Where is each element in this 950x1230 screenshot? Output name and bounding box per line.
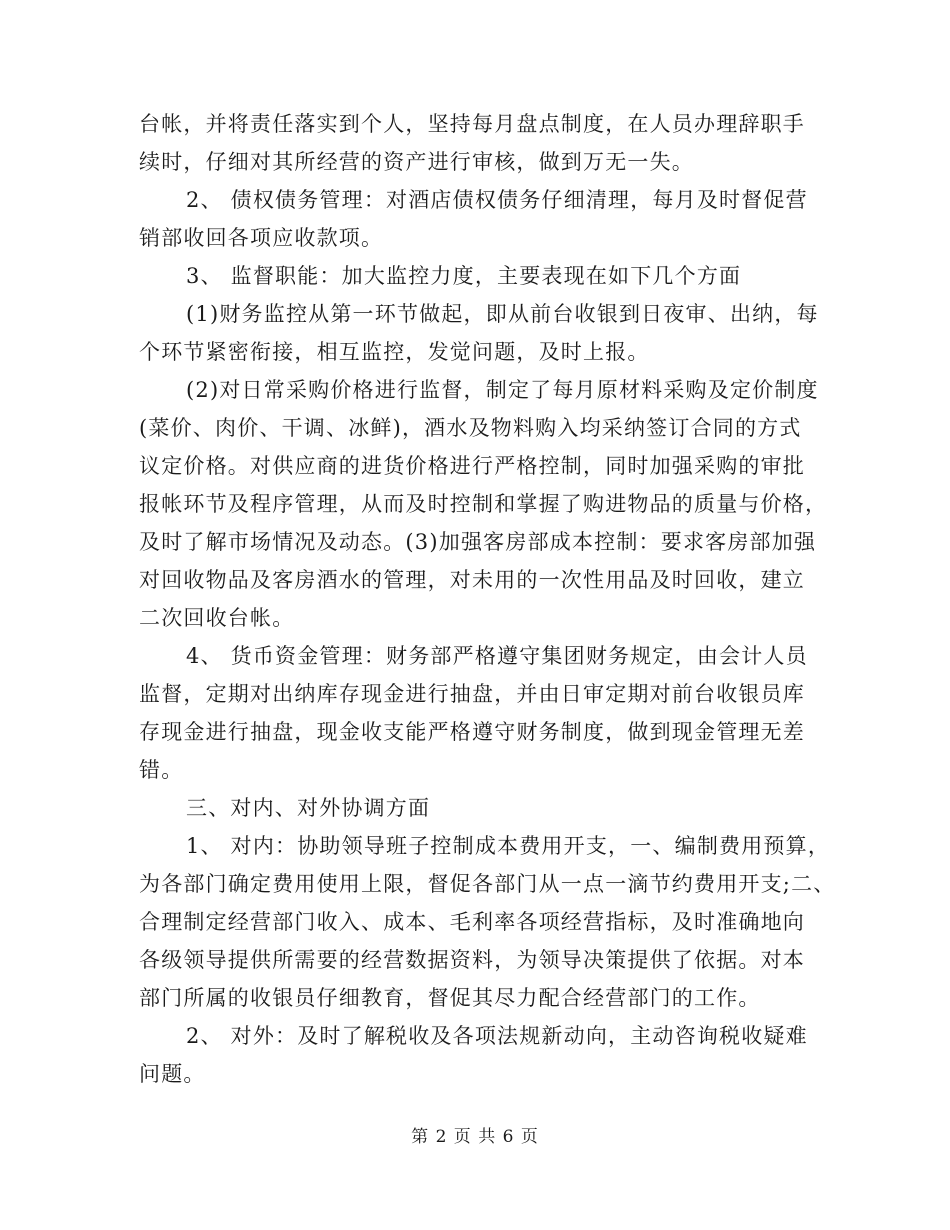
text-line: 个环节紧密衔接，相互监控，发觉问题，及时上报。 (139, 340, 650, 364)
text-line: 1、 对内：协助领导班子控制成本费用开支，一、编制费用预算， (186, 834, 831, 858)
text-line: 为各部门确定费用使用上限，督促各部门从一点一滴节约费用开支;二、 (139, 872, 836, 896)
text-line: 续时，仔细对其所经营的资产进行审核，做到万无一失。 (139, 150, 694, 174)
text-line: (1)财务监控从第一环节做起，即从前台收银到日夜审、出纳，每 (186, 302, 819, 326)
text-line: 监督，定期对出纳库存现金进行抽盘，并由日审定期对前台收银员库 (139, 682, 805, 706)
text-line: (2)对日常采购价格进行监督，制定了每月原材料采购及定价制度 (186, 378, 819, 402)
text-line: 4、 货币资金管理：财务部严格遵守集团财务规定，由会计人员 (186, 644, 808, 668)
text-line: 各级领导提供所需要的经营数据资料，为领导决策提供了依据。对本 (139, 948, 805, 972)
text-line: 议定价格。对供应商的进货价格进行严格控制，同时加强采购的审批 (139, 454, 805, 478)
text-line: (菜价、肉价、干调、冰鲜)，酒水及物料购入均采纳签订合同的方式 (139, 416, 802, 440)
text-line: 3、 监督职能：加大监控力度，主要表现在如下几个方面 (186, 264, 742, 288)
text-line: 及时了解市场情况及动态。(3)加强客房部成本控制：要求客房部加强 (139, 530, 817, 554)
text-line: 问题。 (139, 1062, 206, 1086)
text-line: 对回收物品及客房酒水的管理，对未用的一次性用品及时回收，建立 (139, 568, 805, 592)
section-heading: 三、对内、对外协调方面 (186, 796, 431, 820)
text-line: 台帐，并将责任落实到个人，坚持每月盘点制度，在人员办理辞职手 (139, 112, 805, 136)
text-line: 合理制定经营部门收入、成本、毛利率各项经营指标，及时准确地向 (139, 910, 805, 934)
text-line: 错。 (139, 758, 184, 782)
text-line: 销部收回各项应收款项。 (139, 226, 384, 250)
text-line: 报帐环节及程序管理，从而及时控制和掌握了购进物品的质量与价格， (139, 492, 828, 516)
page-footer: 第 2 页 共 6 页 (411, 1127, 539, 1147)
text-line: 存现金进行抽盘，现金收支能严格遵守财务制度，做到现金管理无差 (139, 720, 805, 744)
text-line: 二次回收台帐。 (139, 606, 295, 630)
text-line: 2、 债权债务管理：对酒店债权债务仔细清理，每月及时督促营 (186, 188, 808, 212)
text-line: 部门所属的收银员仔细教育，督促其尽力配合经营部门的工作。 (139, 986, 761, 1010)
text-line: 2、 对外：及时了解税收及各项法规新动向，主动咨询税收疑难 (186, 1024, 808, 1048)
